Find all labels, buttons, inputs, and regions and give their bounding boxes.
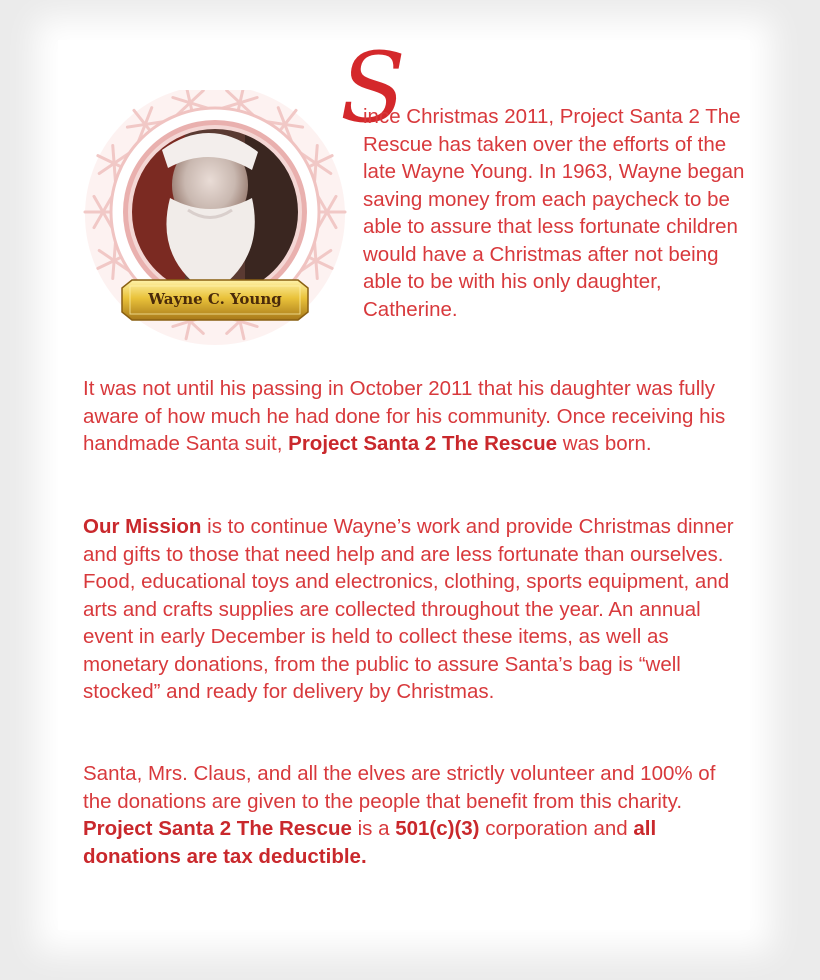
- snowflake-wreath-icon: [70, 90, 370, 360]
- volunteer-text-mid2: corporation and: [479, 817, 634, 840]
- org-name-bold: Project Santa 2 The Rescue: [83, 817, 352, 840]
- mission-text: is to continue Wayne’s work and provide Christmas dinner and gifts to those that need help and are less fortunate than ourselves. Food, educational toys and electronics, clothing, sports equipment, and arts and crafts supplies are collected throughout the year. An annual event in early December is held to collect these items, as well as monetary donations, from the public to assure Santa’s bag is “well stocked” and ready for delivery by Christmas.: [83, 515, 734, 703]
- tax-deductible-bold: all donations are tax deductible.: [83, 817, 657, 868]
- history-paragraph: [83, 375, 743, 458]
- portrait-frame: [70, 90, 370, 360]
- volunteer-text-mid: is a: [351, 817, 396, 840]
- history-text: It was not until his passing in October 2011 that his daughter was fully aware of how much he had done for his community. Once receiving his handmade Santa suit,: [83, 377, 726, 455]
- mission-heading: Our Mission: [83, 515, 202, 538]
- snowflake-spoke: [316, 261, 317, 279]
- drop-cap: S: [340, 32, 406, 144]
- intro-text: ince Christmas 2011, Project Santa 2 The Rescue has taken over the efforts of the late Wayne Young. In 1963, Wayne began saving money from each paycheck to be able to assure that less fortunate children would have a Christmas after not being able to be with his only daughter, Catherine.: [363, 105, 745, 321]
- volunteer-text: Santa, Mrs. Claus, and all the elves are strictly volunteer and 100% of the donations are given to the people that benefit from this charity.: [83, 762, 716, 813]
- volunteer-paragraph: [83, 760, 743, 870]
- snowflake-spoke: [316, 145, 317, 163]
- org-name-bold: Project Santa 2 The Rescue: [288, 432, 558, 455]
- mission-paragraph: [83, 513, 743, 706]
- name-plate: [122, 280, 308, 320]
- snowflake-spoke: [113, 261, 114, 279]
- snowflake-spoke: [113, 145, 114, 163]
- tax-status-bold: 501(c)(3): [395, 817, 480, 840]
- name-plate-label: Wayne C. Young: [148, 290, 282, 308]
- history-text-end: was born.: [557, 432, 652, 455]
